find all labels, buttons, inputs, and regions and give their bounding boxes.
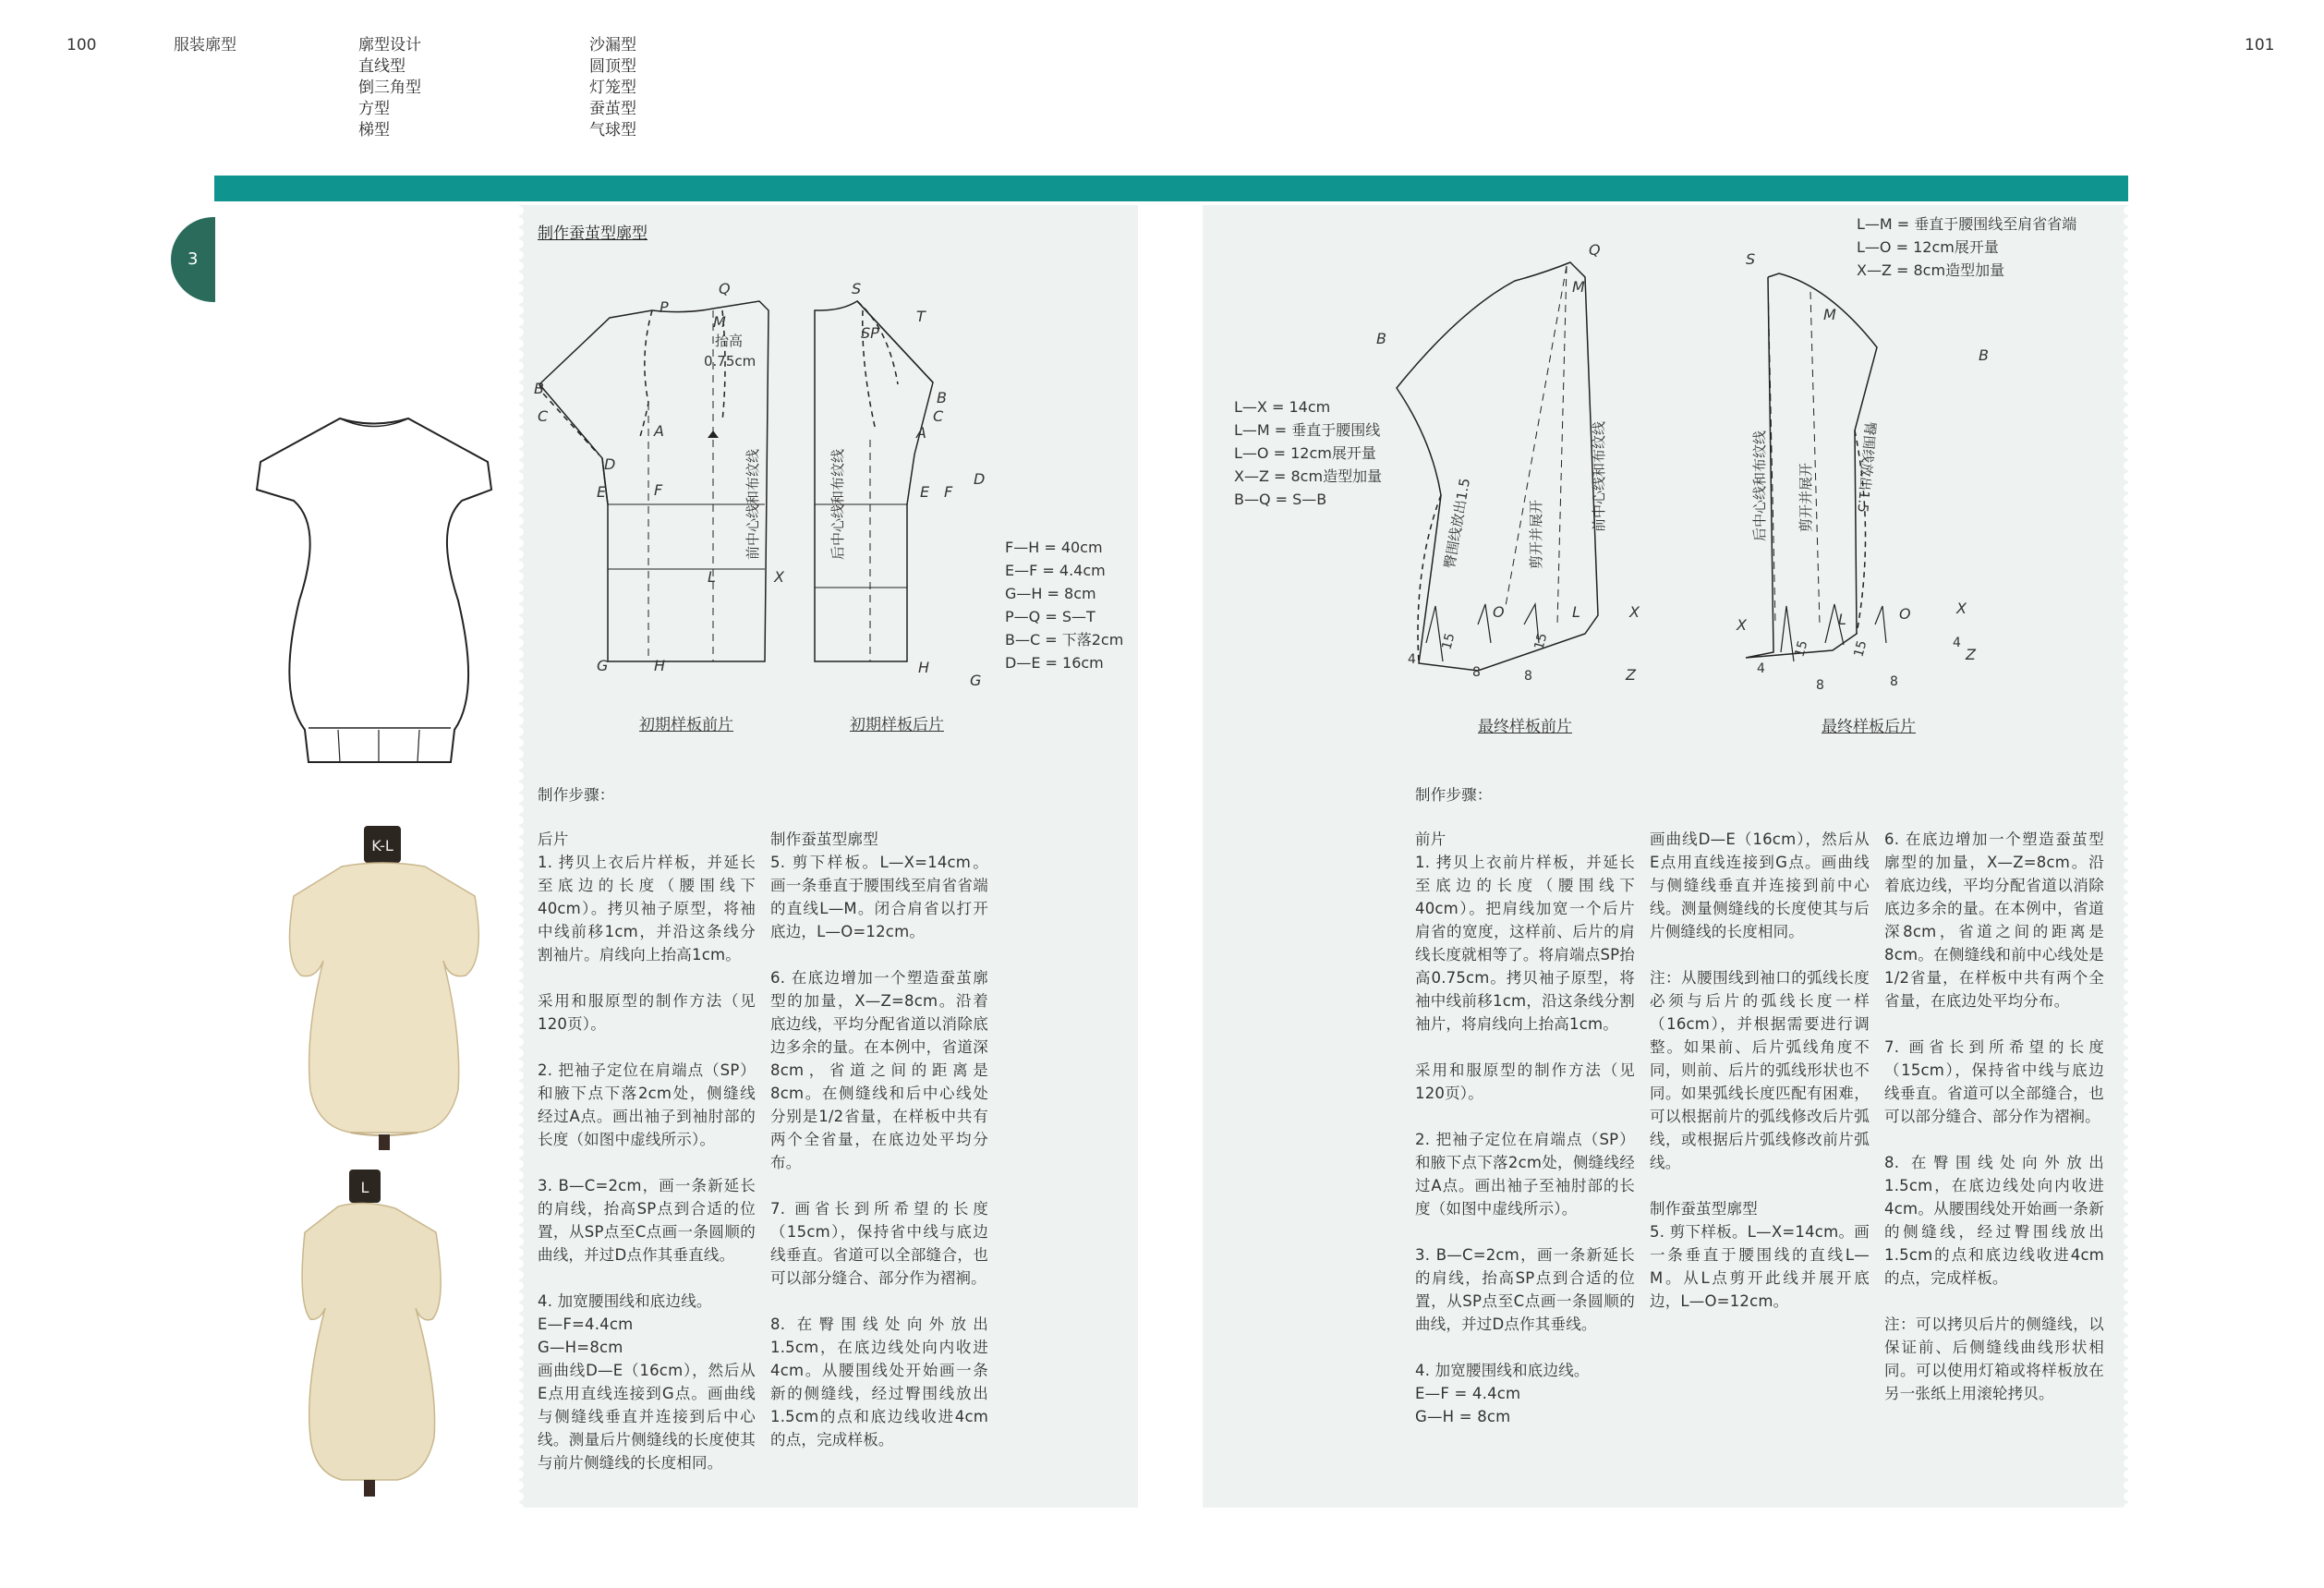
point-label: M [713,313,726,331]
point-label: L [708,568,716,586]
steps-heading: 制作步骤： [538,786,615,804]
nav-item[interactable]: 沙漏型 [589,36,636,55]
garment-photo-front [277,822,499,1150]
front-grain-label: 前中心线和布纹线 [744,448,761,560]
steps-column-2: 画曲线D—E（16cm），然后从E点用直线连接到G点。画曲线与侧缝线垂直并连接到前中心线。测量侧缝线的长度使其与后片侧缝线的长度相同。 注：从腰围线到袖口的弧线长度必须与后片的弧线长度一样（16cm），并根据需要进行调整。如果前、后片弧线角度不同，则前、后片的弧线形状也不同。如果弧线长度匹配有困难，可以根据前片的弧线修改后片弧线，或根据后片弧线修改前片弧线。 制作蚕茧型廓型 5. 剪下样板。L—X=14cm。画一条垂直于腰围线的直线L—M。从L点剪开此线并展开底边，L—O=12cm。 [1650,830,1870,1310]
point-label: F [944,483,953,501]
nav-item[interactable]: 直线型 [358,57,405,76]
measure-label: 15 [1792,638,1811,660]
point-label: H [918,659,930,676]
point-label: B [1376,330,1386,347]
garment-photo-side [277,1164,499,1497]
point-label: M [1823,306,1836,323]
point-label: L [1838,611,1846,628]
nav-item[interactable]: 气球型 [589,121,636,139]
measure-label: 15 [1439,631,1459,652]
slash-spread-label: 剪开并展开 [1528,499,1544,569]
back-grain-label: 后中心线和布纹线 [1751,430,1768,541]
measure-label: 4 [1953,636,1961,650]
caption-initial-front: 初期样板前片 [639,716,733,734]
point-label: H [654,657,666,674]
nav-item[interactable]: 圆顶型 [589,57,636,76]
point-label: D [974,470,986,488]
measure-label: 8 [1524,669,1532,684]
measure-label: 8 [1890,674,1898,689]
point-label: O [1899,605,1911,623]
point-label: G [970,672,982,689]
mannequin-label: L [360,1179,369,1196]
point-label: X [1956,600,1967,617]
point-label: X [1737,616,1747,634]
nav-item[interactable]: 梯型 [358,121,390,139]
point-label: L [1572,603,1580,621]
notes-left: L—X = 14cm L—M = 垂直于腰围线 L—O = 12cm展开量 X—Z = 8cm造型加量 B—Q = S—B [1234,398,1383,508]
point-label: F [654,481,663,499]
point-label: C [933,407,944,425]
dress-flat-sketch [249,416,499,776]
chapter-tab[interactable]: 3 [171,217,215,302]
point-label: E [920,483,930,501]
measure-label: 15 [1531,631,1551,652]
point-label: SP [861,324,879,342]
point-label: S [1746,250,1756,268]
steps-column-2: 制作蚕茧型廓型 5. 剪下样板。L—X=14cm。画一条垂直于腰围线至肩省省端的直线L—M。闭合肩省以打开底边，L—O=12cm。 6. 在底边增加一个塑造蚕茧廓型的加量，X—Z=8cm。沿着底边线，平均分配省道以消除底边多余的量。在本例中，省道深8cm，省道之间的距离是8cm。在侧缝线和后中心线处分别是1/2省量，在样板中共有两个全省量，在底边处平均分布。 7. 画省长到所希望的长度（15cm），保持省中线与底边线垂直。省道可以全部缝合，也可以部分缝合、部分作为褶裥。 8. 在臀围线处向外放出1.5cm，在底边线处向内收进4cm。从腰围线处开始画一条新的侧缝线，经过臀围线放出1.5cm的点和底边线收进4cm的点，完成样板。 [770,830,988,1449]
right-page-number: 101 [2245,36,2275,55]
steps-column-1: 后片 1. 拷贝上衣后片样板，并延长至底边的长度（腰围线下40cm）。拷贝袖子原型，将袖中线前移1cm，并沿这条线分割袖片。肩线向上抬高1cm。 采用和服原型的制作方法（见120页）。 2. 把袖子定位在肩端点（SP）和腋下点下落2cm处，侧缝线经过A点。画出袖子到袖肘部的长度（如图中虚线所示）。 3. B—C=2cm，画一条新延长的肩线，抬高SP点到合适的位置，从SP点至C点画一条圆顺的曲线，并过D点作其垂直线。 4. 加宽腰围线和底边线。 E—F=4.4cm G—H=8cm 画曲线D—E（16cm），然后从E点用直线连接到G点。画曲线与侧缝线垂直并连接到后中心线。测量后片侧缝线的长度使其与前片侧缝线的长度相同。 [538,830,756,1472]
front-grain-label: 前中心线和布纹线 [1591,420,1607,532]
section-color-bar [214,176,2128,201]
point-label: E [597,483,607,501]
point-label: C [538,407,549,425]
point-label: B [937,389,947,406]
point-label: X [1629,603,1640,621]
section-title: 服装廓型 [174,36,236,55]
final-pattern-diagram [1376,236,1995,698]
slash-spread-label: 剪开并展开 [1797,462,1814,532]
lift-value: 0.75cm [704,353,757,370]
point-label: Q [1589,241,1601,259]
nav-item[interactable]: 倒三角型 [358,79,421,97]
point-label: S [852,280,862,297]
lift-label: 抬高 [715,333,744,349]
nav-item[interactable]: 方型 [358,100,390,118]
nav-item[interactable]: 廓型设计 [358,36,421,55]
measure-label: 4 [1408,652,1416,667]
point-label: G [597,657,609,674]
caption-initial-back: 初期样板后片 [850,716,944,734]
nav-column-1 [358,35,421,141]
point-label: B [1979,346,1989,364]
point-label: P [660,298,669,316]
steps-heading: 制作步骤： [1415,786,1493,804]
point-label: Z [1966,646,1976,663]
measurement-list: F—H = 40cm E—F = 4.4cm G—H = 8cm P—Q = S—T B—C = 下落2cm D—E = 16cm [1005,539,1124,672]
caption-final-front: 最终样板前片 [1478,718,1572,736]
steps-column-1: 前片 1. 拷贝上衣前片样板，并延长至底边的长度（腰围线下40cm）。把肩线加宽一个后片肩省的宽度，这样前、后片的肩线长度就相等了。将肩端点SP抬高0.75cm。拷贝袖子原型，将袖中线前移1cm，沿这条线分割袖片，将肩线向上抬高1cm。 采用和服原型的制作方法（见120页）。 2. 把袖子定位在肩端点（SP）和腋下点下落2cm处，侧缝线经过A点。画出袖子至袖肘部的长度（如图中虚线所示）。 3. B—C=2cm，画一条新延长的肩线，抬高SP点到合适的位置，从SP点至C点画一条圆顺的曲线，并过D点作其垂线。 4. 加宽腰围线和底边线。 E—F = 4.4cm G—H = 8cm [1415,830,1635,1425]
point-label: A [654,422,664,440]
point-label: X [774,568,784,586]
measure-label: 15 [1851,638,1870,660]
nav-column-2 [589,35,636,141]
panel-title: 制作蚕茧型廓型 [538,224,648,243]
hip-release-label: 臀围线放出1.5 [1854,420,1879,514]
point-label: T [916,308,926,325]
measure-label: 8 [1472,665,1481,680]
measure-label: 4 [1757,661,1765,676]
point-label: Z [1626,666,1636,684]
steps-column-3: 6. 在底边增加一个塑造蚕茧型廓型的加量，X—Z=8cm。沿着底边线，平均分配省道以消除底边多余的量。在本例中，省道深8cm，省道之间的距离是8cm。在侧缝线和前中心线处是1/2省量，在样板中共有两个全省量，在底边处平均分布。 7. 画省长到所希望的长度（15cm），保持省中线与底边线垂直。省道可以全部缝合，也可以部分缝合、部分作为褶裥。 8. 在臀围线处向外放出1.5cm，在底边线处向内收进4cm。从腰围线处开始画一条新的侧缝线，经过臀围线放出1.5cm的点和底边线收进4cm的点，完成样板。 注：可以拷贝后片的侧缝线，以保证前、后侧缝线曲线形状相同。可以使用灯箱或将样板放在另一张纸上用滚轮拷贝。 [1884,830,2104,1402]
point-label: Q [719,280,731,297]
hip-release-label: 臀围线放出1.5 [1441,477,1474,570]
point-label: O [1493,603,1505,621]
measure-label: 8 [1816,678,1824,693]
caption-final-back: 最终样板后片 [1822,718,1916,736]
nav-item[interactable]: 灯笼型 [589,79,636,97]
mannequin-label: K-L [371,837,393,855]
notes-right: L—M = 垂直于腰围线至肩省省端 L—O = 12cm展开量 X—Z = 8cm造型加量 [1857,215,2077,279]
point-label: B [534,380,544,397]
point-label: M [1572,278,1585,296]
point-label: D [604,455,616,473]
left-page-number: 100 [67,36,97,55]
initial-pattern-diagram [534,273,999,708]
back-grain-label: 后中心线和布纹线 [829,448,846,560]
point-label: A [916,424,926,442]
nav-item[interactable]: 蚕茧型 [589,100,636,118]
